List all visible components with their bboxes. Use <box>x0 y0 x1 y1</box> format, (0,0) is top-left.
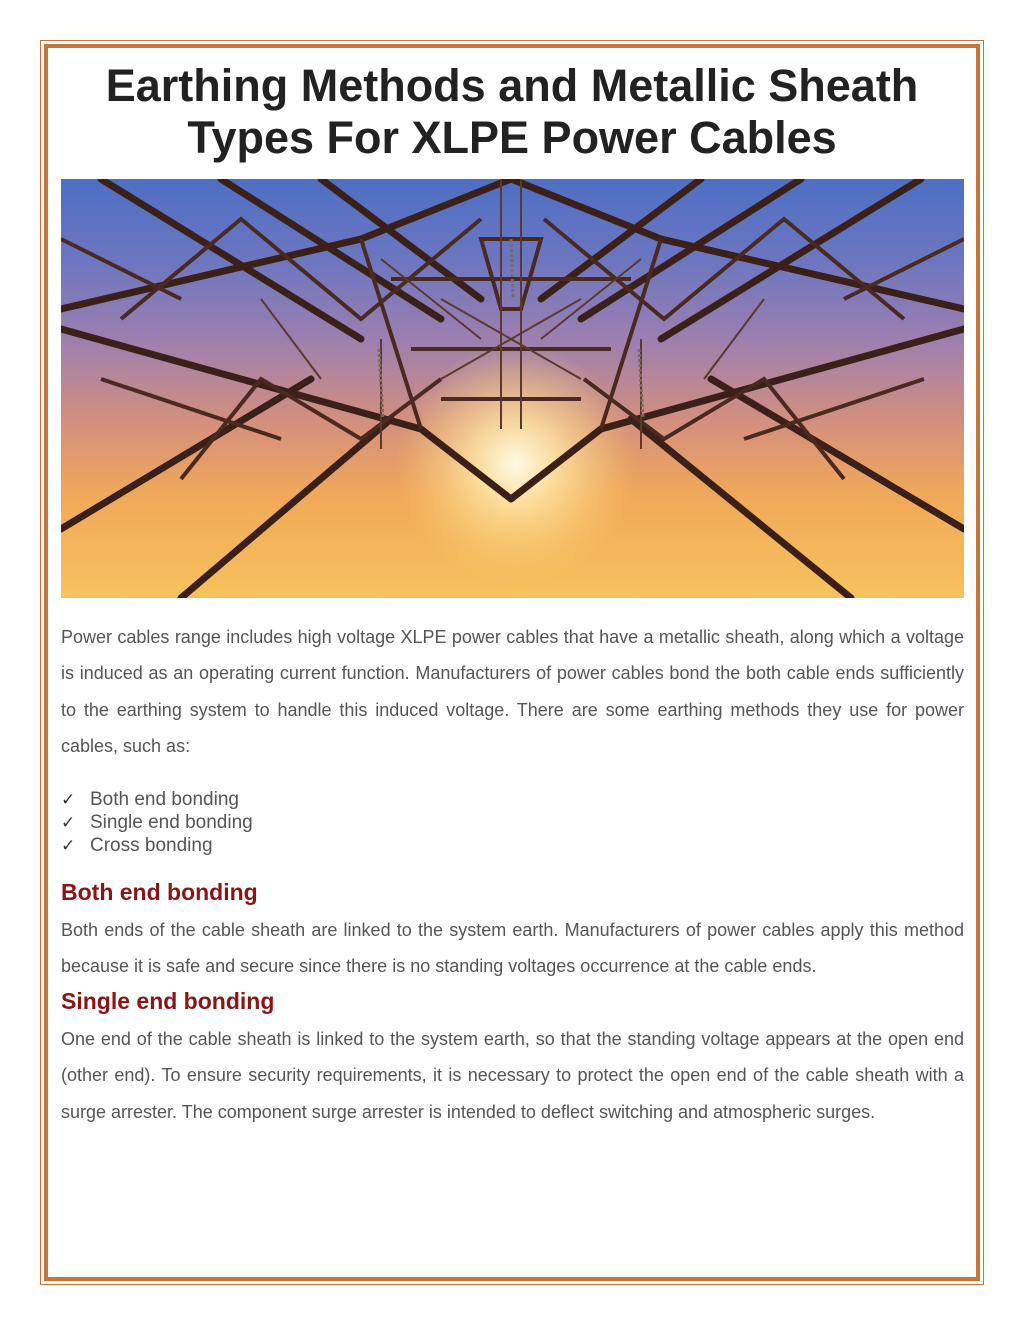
checkmark-icon: ✓ <box>61 813 76 832</box>
page-title <box>0 60 1024 164</box>
checkmark-icon: ✓ <box>61 836 76 855</box>
section-body-single-end-bonding: One end of the cable sheath is linked to the system earth, so that the standing voltage appears at the open end (other end). To ensure security requirements, it is necessary to protect the open end of the cable sheath with a surge arrester. The component surge arrester is intended to deflect switching and atmospheric surges. <box>61 1029 964 1122</box>
section-body-both-end-bonding: Both ends of the cable sheath are linked to the system earth. Manufacturers of power cables apply this method because it is safe and secure since there is no standing voltages occurrence at the cable ends. <box>61 920 964 977</box>
checkmark-icon: ✓ <box>61 790 76 809</box>
page-title-line-1: Earthing Methods and Metallic Sheath <box>105 60 919 111</box>
transmission-tower-photo <box>61 179 964 598</box>
intro-paragraph: Power cables range includes high voltage XLPE power cables that have a metallic sheath, along which a voltage is induced as an operating current function. Manufacturers of power cables bond the both cable ends sufficiently to the earthing system to handle this induced voltage. There are some earthing methods they use for power cables, such as: <box>61 627 964 756</box>
list-item <box>61 834 253 857</box>
list-item <box>61 811 253 834</box>
section-heading-single-end-bonding: Single end bonding <box>61 988 275 1014</box>
list-item-label: Single end bonding <box>90 812 253 833</box>
page-title-line-2: Types For XLPE Power Cables <box>187 112 837 163</box>
tower-lattice-graphic <box>61 179 964 598</box>
list-item-label: Cross bonding <box>90 835 213 856</box>
list-item-label: Both end bonding <box>90 789 239 810</box>
earthing-methods-list <box>61 788 253 857</box>
section-heading-both-end-bonding: Both end bonding <box>61 879 258 905</box>
list-item <box>61 788 253 811</box>
